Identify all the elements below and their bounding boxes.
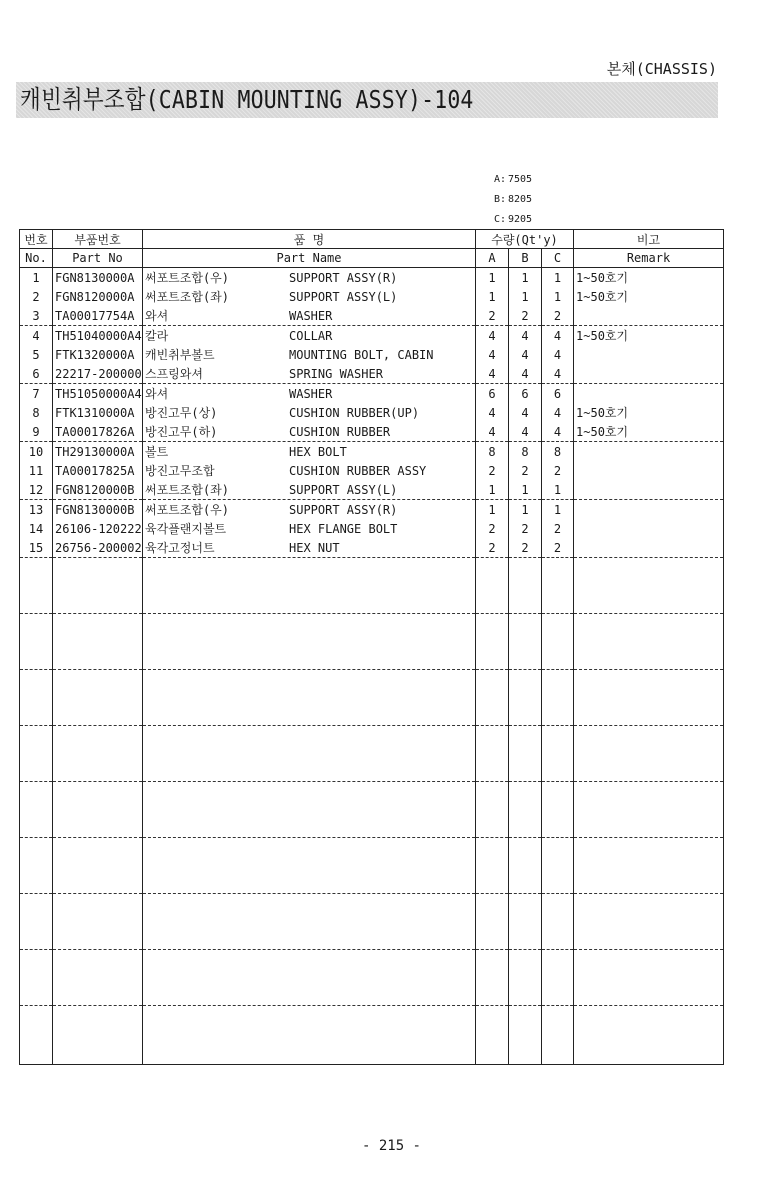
table-row [20, 403, 724, 422]
empty-row [20, 1006, 724, 1065]
section-label: 본체(CHASSIS) [606, 60, 717, 78]
table-row [20, 500, 724, 520]
row-number: 4 [20, 326, 53, 346]
part-name-en: HEX FLANGE BOLT [289, 522, 398, 536]
part-name-en: HEX BOLT [289, 445, 347, 459]
part-name-en: COLLAR [289, 329, 333, 343]
part-number: FGN8130000B [53, 500, 143, 520]
remark [574, 442, 724, 462]
qty-b: 4 [509, 403, 542, 422]
part-name [143, 480, 476, 500]
part-name-en: CUSHION RUBBER(UP) [289, 406, 420, 420]
qty-c: 1 [542, 480, 574, 500]
part-name-ko: 방진고무(상) [145, 406, 218, 420]
empty-row [20, 726, 724, 782]
part-name-ko: 스프링와셔 [145, 367, 203, 381]
part-name [143, 384, 476, 404]
part-number: 26106-120222 [53, 519, 143, 538]
row-number: 14 [20, 519, 53, 538]
remark: 1~50호기 [574, 287, 724, 306]
part-name [143, 364, 476, 384]
part-name [143, 287, 476, 306]
qty-a: 4 [476, 422, 509, 442]
part-name-en: HEX NUT [289, 541, 340, 555]
row-number: 8 [20, 403, 53, 422]
remark [574, 461, 724, 480]
qty-c: 1 [542, 500, 574, 520]
header-no-en: No. [20, 249, 53, 268]
remark [574, 480, 724, 500]
qty-c: 4 [542, 422, 574, 442]
table-row [20, 345, 724, 364]
part-number: TA00017825A [53, 461, 143, 480]
qty-c: 4 [542, 403, 574, 422]
qty-b: 2 [509, 306, 542, 326]
part-name-ko: 방진고무(하) [145, 425, 218, 439]
remark [574, 345, 724, 364]
qty-a: 2 [476, 519, 509, 538]
table-row [20, 384, 724, 404]
part-name [143, 538, 476, 558]
table-row [20, 287, 724, 306]
part-name-en: CUSHION RUBBER [289, 425, 391, 439]
qty-b: 4 [509, 422, 542, 442]
qty-c: 1 [542, 287, 574, 306]
qty-a: 4 [476, 403, 509, 422]
part-number: FGN8120000A [53, 287, 143, 306]
header-qty-b: B [509, 249, 542, 268]
model-value: 7505 [508, 174, 533, 185]
header-no-ko: 번호 [20, 230, 53, 249]
qty-c: 4 [542, 326, 574, 346]
row-number: 15 [20, 538, 53, 558]
model-tag: A: [494, 174, 507, 185]
part-name [143, 500, 476, 520]
qty-c: 2 [542, 519, 574, 538]
part-name-ko: 육각플랜지볼트 [145, 522, 227, 536]
row-number: 5 [20, 345, 53, 364]
qty-c: 4 [542, 345, 574, 364]
model-value: 9205 [508, 214, 533, 225]
part-number: FGN8130000A [53, 268, 143, 288]
table-row [20, 306, 724, 326]
model-tag: C: [494, 214, 507, 225]
qty-b: 1 [509, 268, 542, 288]
remark: 1~50호기 [574, 403, 724, 422]
qty-c: 2 [542, 461, 574, 480]
qty-a: 4 [476, 326, 509, 346]
part-name-ko: 써포트조합(좌) [145, 290, 230, 304]
empty-row [20, 670, 724, 726]
empty-row [20, 950, 724, 1006]
empty-row [20, 894, 724, 950]
qty-b: 4 [509, 345, 542, 364]
header-qty: 수량(Qt'y) [476, 230, 574, 249]
table-row [20, 268, 724, 288]
empty-row [20, 782, 724, 838]
qty-a: 1 [476, 268, 509, 288]
table-row [20, 326, 724, 346]
page-title: 캐빈취부조합(CABIN MOUNTING ASSY)-104 [20, 85, 474, 114]
qty-b: 4 [509, 364, 542, 384]
part-name-ko: 써포트조합(좌) [145, 483, 230, 497]
empty-row [20, 838, 724, 894]
qty-b: 1 [509, 287, 542, 306]
remark [574, 306, 724, 326]
qty-a: 1 [476, 500, 509, 520]
qty-a: 4 [476, 364, 509, 384]
qty-b: 4 [509, 326, 542, 346]
row-number: 9 [20, 422, 53, 442]
part-name-en: SUPPORT ASSY(L) [289, 290, 398, 304]
part-name-en: SPRING WASHER [289, 367, 383, 381]
header-remark-ko: 비고 [574, 230, 724, 249]
row-number: 13 [20, 500, 53, 520]
part-name-en: SUPPORT ASSY(L) [289, 483, 398, 497]
remark [574, 364, 724, 384]
empty-row [20, 558, 724, 614]
qty-b: 2 [509, 538, 542, 558]
part-name-ko: 와셔 [145, 309, 169, 323]
part-name-ko: 써포트조합(우) [145, 503, 230, 517]
part-name [143, 403, 476, 422]
header-name-en: Part Name [143, 249, 476, 268]
part-number: TA00017754A [53, 306, 143, 326]
page-number: - 215 - [361, 1138, 421, 1154]
model-line-a [494, 174, 532, 186]
part-name [143, 519, 476, 538]
part-name-en: WASHER [289, 309, 333, 323]
remark: 1~50호기 [574, 422, 724, 442]
table-row [20, 461, 724, 480]
qty-a: 1 [476, 480, 509, 500]
part-name-ko: 육각고정너트 [145, 541, 215, 555]
qty-a: 4 [476, 345, 509, 364]
part-number: FTK1320000A [53, 345, 143, 364]
qty-c: 1 [542, 268, 574, 288]
header-qty-c: C [542, 249, 574, 268]
qty-a: 2 [476, 538, 509, 558]
row-number: 3 [20, 306, 53, 326]
part-name [143, 326, 476, 346]
row-number: 2 [20, 287, 53, 306]
part-name-ko: 써포트조합(우) [145, 271, 230, 285]
row-number: 1 [20, 268, 53, 288]
remark [574, 538, 724, 558]
part-number: TH51040000A4 [53, 326, 143, 346]
part-name [143, 461, 476, 480]
part-number: 26756-200002 [53, 538, 143, 558]
part-name [143, 306, 476, 326]
part-number: FTK1310000A [53, 403, 143, 422]
qty-c: 4 [542, 364, 574, 384]
part-number: TH51050000A4 [53, 384, 143, 404]
part-number: FGN8120000B [53, 480, 143, 500]
table-row [20, 422, 724, 442]
part-name [143, 442, 476, 462]
model-line-b [494, 194, 532, 206]
remark: 1~50호기 [574, 326, 724, 346]
remark [574, 500, 724, 520]
qty-c: 2 [542, 538, 574, 558]
remark: 1~50호기 [574, 268, 724, 288]
qty-b: 2 [509, 519, 542, 538]
qty-a: 6 [476, 384, 509, 404]
qty-a: 2 [476, 306, 509, 326]
row-number: 12 [20, 480, 53, 500]
part-name-ko: 방진고무조합 [145, 464, 215, 478]
model-value: 8205 [508, 194, 533, 205]
remark [574, 519, 724, 538]
qty-a: 1 [476, 287, 509, 306]
part-name-en: CUSHION RUBBER ASSY [289, 464, 427, 478]
qty-c: 8 [542, 442, 574, 462]
row-number: 7 [20, 384, 53, 404]
qty-b: 6 [509, 384, 542, 404]
qty-a: 8 [476, 442, 509, 462]
part-name-ko: 와셔 [145, 387, 169, 401]
row-number: 6 [20, 364, 53, 384]
part-name-en: SUPPORT ASSY(R) [289, 503, 398, 517]
part-name-en: WASHER [289, 387, 333, 401]
part-number: 22217-200000 [53, 364, 143, 384]
table-row [20, 538, 724, 558]
row-number: 11 [20, 461, 53, 480]
part-name-ko: 칼라 [145, 329, 169, 343]
part-name-en: MOUNTING BOLT, CABIN [289, 348, 434, 362]
header-remark-en: Remark [574, 249, 724, 268]
empty-row [20, 614, 724, 670]
header-name-ko: 품 명 [143, 230, 476, 249]
qty-b: 8 [509, 442, 542, 462]
qty-b: 1 [509, 480, 542, 500]
part-name [143, 422, 476, 442]
part-name [143, 268, 476, 288]
remark [574, 384, 724, 404]
parts-table [19, 229, 724, 1065]
table-row [20, 480, 724, 500]
model-line-c [494, 214, 532, 226]
header-part-no-ko: 부품번호 [53, 230, 143, 249]
part-number: TA00017826A [53, 422, 143, 442]
part-number: TH29130000A [53, 442, 143, 462]
qty-c: 2 [542, 306, 574, 326]
header-part-no-en: Part No [53, 249, 143, 268]
part-name-ko: 캐빈취부볼트 [145, 348, 215, 362]
table-row [20, 519, 724, 538]
part-name-ko: 볼트 [145, 445, 169, 459]
qty-b: 2 [509, 461, 542, 480]
qty-b: 1 [509, 500, 542, 520]
row-number: 10 [20, 442, 53, 462]
model-tag: B: [494, 194, 507, 205]
table-row [20, 442, 724, 462]
qty-c: 6 [542, 384, 574, 404]
part-name [143, 345, 476, 364]
header-qty-a: A [476, 249, 509, 268]
qty-a: 2 [476, 461, 509, 480]
part-name-en: SUPPORT ASSY(R) [289, 271, 398, 285]
table-row [20, 364, 724, 384]
